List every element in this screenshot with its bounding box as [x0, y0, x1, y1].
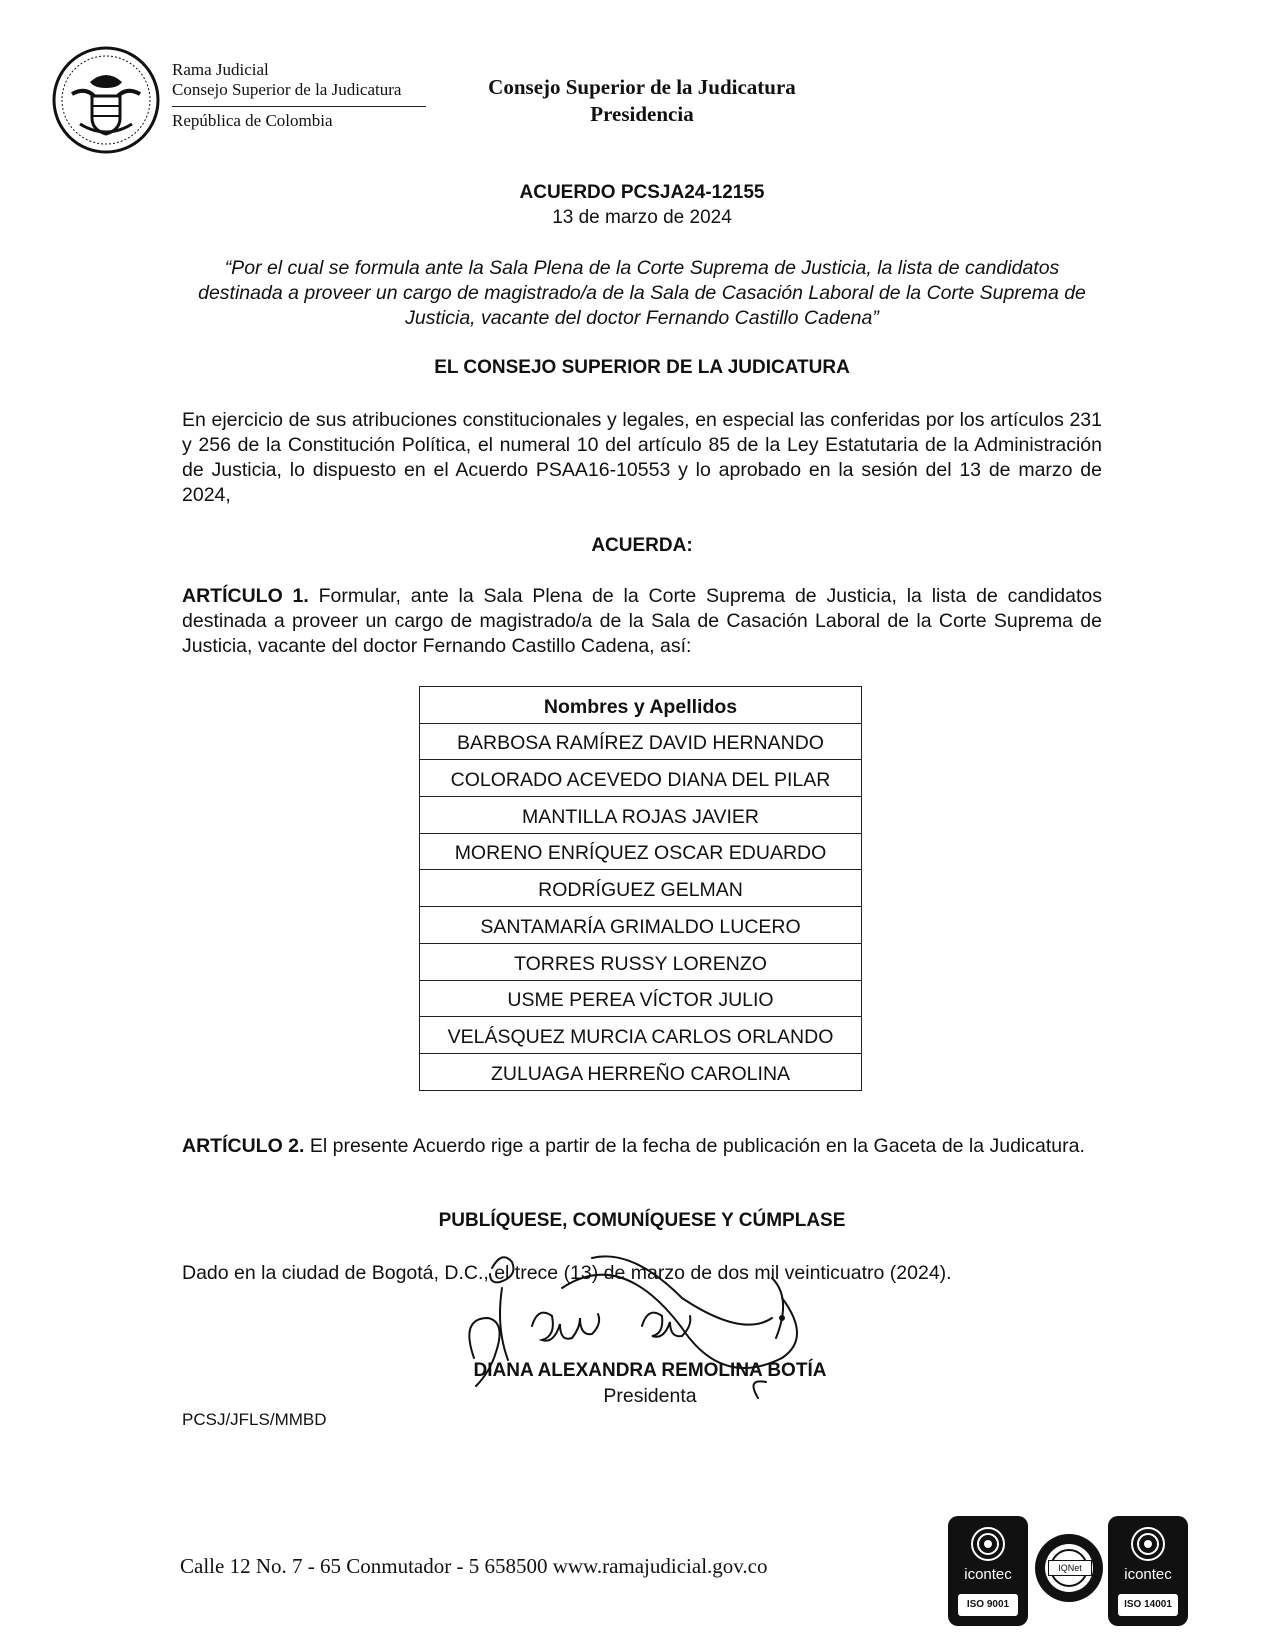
- document-subject: “Por el cual se formula ante la Sala Plena de la Corte Suprema de Justicia, la lista de candidatos destinada a proveer un cargo de magistrado/a de la Sala de Casación Laboral de la Corte Suprema de Justicia, vacante del doctor Fernando Castillo Cadena”: [198, 257, 1086, 329]
- candidate-name: RODRÍGUEZ GELMAN: [420, 870, 862, 907]
- candidate-name: USME PEREA VÍCTOR JULIO: [420, 980, 862, 1017]
- table-row: [420, 760, 862, 797]
- article-1-label: ARTÍCULO 1.: [182, 585, 309, 607]
- candidate-name: ZULUAGA HERREÑO CAROLINA: [420, 1053, 862, 1090]
- table-row: [420, 943, 862, 980]
- candidate-name: MORENO ENRÍQUEZ OSCAR EDUARDO: [420, 833, 862, 870]
- brand-line-republica: República de Colombia: [172, 111, 333, 130]
- column-header-names: Nombres y Apellidos: [420, 687, 862, 724]
- closing-formula: PUBLÍQUESE, COMUNÍQUESE Y CÚMPLASE: [438, 1210, 846, 1231]
- table-row: [420, 833, 862, 870]
- cert-brand: icontec: [1124, 1566, 1172, 1583]
- council-heading: EL CONSEJO SUPERIOR DE LA JUDICATURA: [434, 357, 850, 378]
- brand-divider: [172, 106, 426, 107]
- candidates-table: [419, 686, 862, 1091]
- footer-address: Calle 12 No. 7 - 65 Conmutador - 5 658500 www.ramajudicial.gov.co: [180, 1554, 768, 1578]
- brand-line-consejo: Consejo Superior de la Judicatura: [172, 80, 402, 99]
- candidate-name: SANTAMARÍA GRIMALDO LUCERO: [420, 907, 862, 944]
- candidate-name: MANTILLA ROJAS JAVIER: [420, 797, 862, 834]
- institution-brand: [172, 60, 428, 131]
- table-row: [420, 797, 862, 834]
- icontec-certification-icon: [970, 1526, 1006, 1562]
- table-header-row: [420, 687, 862, 724]
- document-number: ACUERDO PCSJA24-12155: [519, 182, 765, 203]
- candidate-name: VELÁSQUEZ MURCIA CARLOS ORLANDO: [420, 1017, 862, 1054]
- article-2-text: El presente Acuerdo rige a partir de la fecha de publicación en la Gaceta de la Judicatura.: [309, 1135, 1085, 1157]
- cert-iso-label: ISO 9001: [958, 1594, 1018, 1616]
- candidate-name: TORRES RUSSY LORENZO: [420, 943, 862, 980]
- office-division: Presidencia: [590, 102, 694, 126]
- cert-brand: icontec: [964, 1566, 1012, 1583]
- handwritten-signature-icon: [462, 1248, 832, 1418]
- preamble-paragraph: En ejercicio de sus atribuciones constitucionales y legales, en especial las conferidas por los artículos 231 y 256 de la Constitución Política, el numeral 10 del artículo 85 de la Ley Estatutaria de la Administración de Justicia, lo dispuesto en el Acuerdo PSAA16-10553 y lo aprobado en la sesión del 13 de marzo de 2024,: [182, 409, 1102, 506]
- brand-line-rama-judicial: Rama Judicial: [172, 60, 269, 79]
- table-row: [420, 907, 862, 944]
- table-row: [420, 870, 862, 907]
- icontec-iso-9001-badge: [948, 1516, 1028, 1626]
- iqnet-label: IQNet: [1048, 1560, 1092, 1576]
- signer-name: DIANA ALEXANDRA REMOLINA BOTÍA: [473, 1360, 827, 1381]
- document-date: 13 de marzo de 2024: [552, 207, 732, 228]
- candidate-name: COLORADO ACEVEDO DIANA DEL PILAR: [420, 760, 862, 797]
- candidate-name: BARBOSA RAMÍREZ DAVID HERNANDO: [420, 723, 862, 760]
- table-row: [420, 980, 862, 1017]
- cert-iso-label: ISO 14001: [1118, 1594, 1178, 1616]
- icontec-certification-icon: [1130, 1526, 1166, 1562]
- office-name: Consejo Superior de la Judicatura: [488, 75, 796, 99]
- drafter-initials: PCSJ/JFLS/MMBD: [182, 1410, 327, 1429]
- article-2: [182, 1134, 1102, 1159]
- coat-of-arms-seal-icon: [50, 44, 162, 156]
- table-row: [420, 723, 862, 760]
- signer-title: Presidenta: [603, 1385, 697, 1407]
- article-1: [182, 584, 1102, 659]
- article-1-text: Formular, ante la Sala Plena de la Corte Suprema de Justicia, la lista de candidatos destinada a proveer un cargo de magistrado/a de la Sala de Casación Laboral de la Corte Suprema de Justicia, vacante del doctor Fernando Castillo Cadena, así:: [182, 585, 1102, 657]
- given-place-date: Dado en la ciudad de Bogotá, D.C., el trece (13) de marzo de dos mil veinticuatro (2024).: [182, 1262, 952, 1284]
- issuing-office: [440, 74, 844, 128]
- article-2-label: ARTÍCULO 2.: [182, 1135, 305, 1157]
- icontec-iso-14001-badge: [1108, 1516, 1188, 1626]
- table-row: [420, 1017, 862, 1054]
- acuerda-heading: ACUERDA:: [591, 535, 693, 556]
- table-row: [420, 1053, 862, 1090]
